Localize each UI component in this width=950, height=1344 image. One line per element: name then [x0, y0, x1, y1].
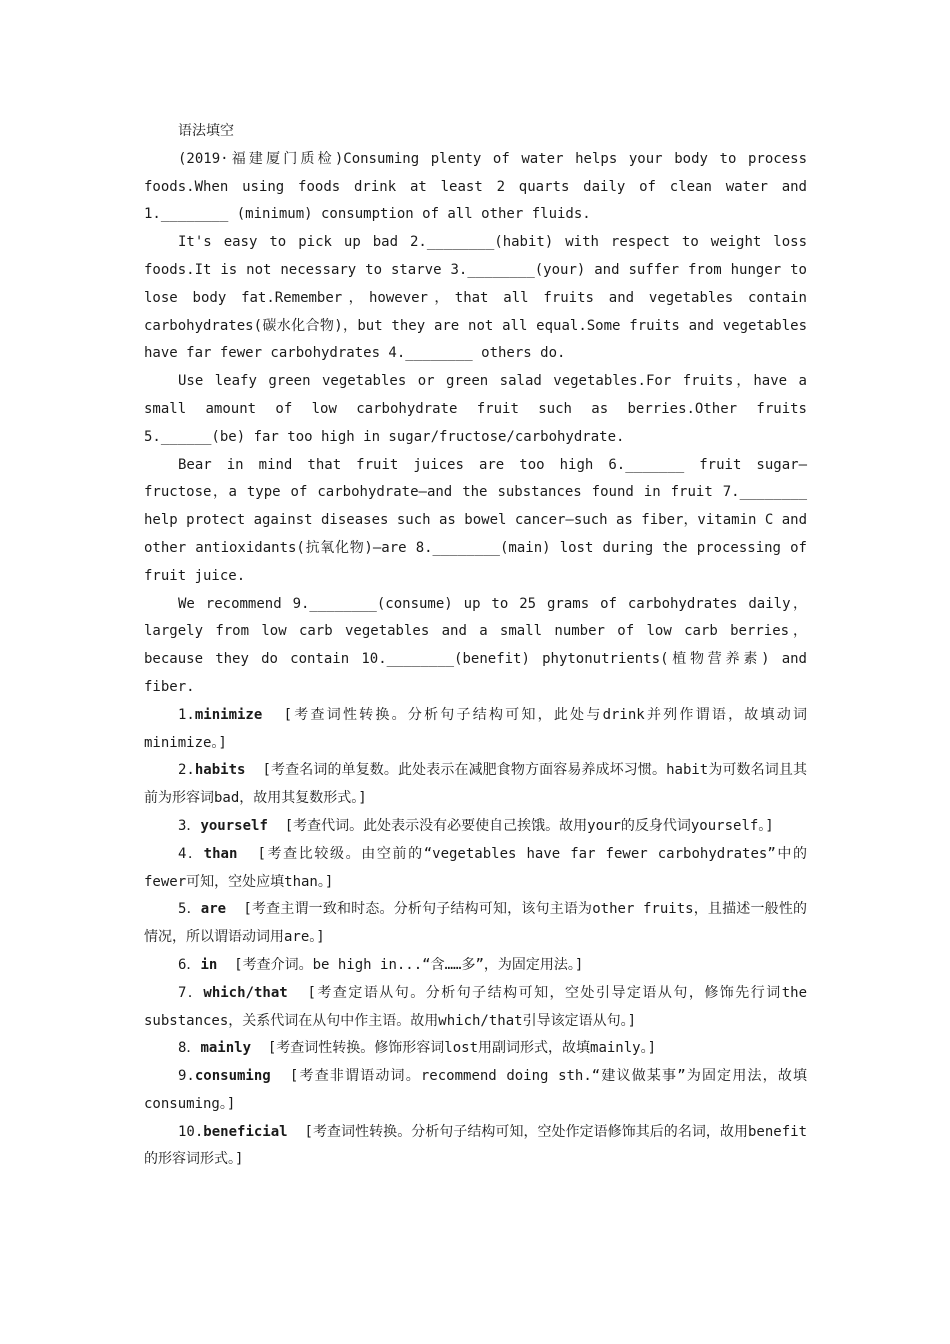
answer-word: minimize: [194, 706, 263, 723]
answer-item: [144, 757, 807, 813]
answer-number: 3．: [178, 817, 201, 834]
answer-number: 9.: [178, 1068, 195, 1085]
answer-item: [144, 896, 807, 952]
answer-number: 6．: [178, 956, 201, 973]
answer-explanation: [考查非谓语动词。recommend doing sth.“建议做某事”为固定用法，故填consuming。]: [144, 1068, 808, 1112]
answer-item: [144, 980, 807, 1036]
answer-word: habits: [194, 762, 246, 779]
answer-word: yourself: [200, 817, 268, 834]
answer-number: 2.: [178, 762, 195, 779]
answer-number: 10.: [178, 1123, 204, 1140]
answer-explanation: [考查名词的单复数。此处表示在减肥食物方面容易养成坏习惯。habit为可数名词且其前为形容词bad，故用其复数形式。]: [144, 762, 807, 807]
answer-word: than: [203, 845, 238, 862]
answer-number: 1.: [178, 706, 195, 723]
answer-word: in: [200, 956, 218, 973]
document-page: [144, 118, 807, 1174]
answer-word: mainly: [200, 1040, 252, 1057]
answer-explanation: [考查代词。此处表示没有必要使自己挨饿。故用your的反身代词yourself。]: [284, 817, 774, 834]
answer-number: 8．: [178, 1040, 201, 1057]
passage-paragraph-4: Bear in mind that fruit juices are too high 6._______ fruit sugar—fructose，a type of carbohydrate—and the substances found in fruit 7.________ help protect against diseases such as bowel cancer—such as fiber，vitamin C and other antioxidants(抗氧化物)—are 8.________(main) lost during the processing of fruit juice.: [144, 456, 808, 584]
answer-explanation: [考查词性转换。修饰形容词lost用副词形式，故填mainly。]: [267, 1040, 657, 1057]
answer-explanation: [考查词性转换。分析句子结构可知，空处作定语修饰其后的名词，故用benefit的形容词形式。]: [144, 1123, 808, 1168]
answer-word: beneficial: [203, 1123, 288, 1140]
answer-explanation: [考查主谓一致和时态。分析句子结构可知，该句主语为other fruits，且描述一般性的情况，所以谓语动词用are。]: [144, 901, 807, 946]
answer-explanation: [考查定语从句。分析句子结构可知，空处引导定语从句，修饰先行词the substances，关系代词在从句中作主语。故用which/that引导该定语从句。]: [144, 984, 807, 1029]
answer-word: are: [200, 901, 227, 918]
passage-paragraph-3: Use leafy green vegetables or green salad vegetables.For fruits，have a small amount of low carbohydrate fruit such as berries.Other fruits 5.______(be) far too high in sugar/fructose/carbohydrate.: [144, 373, 807, 445]
answer-number: 4．: [178, 845, 204, 862]
answer-item: [144, 813, 807, 841]
answer-explanation: [考查比较级。由空前的“vegetables have far fewer carbohydrates”中的fewer可知，空处应填than。]: [144, 845, 807, 890]
answer-item: [144, 1063, 807, 1119]
answer-number: 5．: [178, 901, 201, 918]
answer-item: [144, 952, 807, 980]
answer-item: [144, 702, 807, 758]
answer-word: which/that: [203, 984, 288, 1001]
answer-word: consuming: [194, 1068, 271, 1085]
answer-item: [144, 841, 807, 897]
passage-paragraph-2: It's easy to pick up bad 2.________(habit) with respect to weight loss foods.It is not necessary to starve 3.________(your) and suffer from hunger to lose body fat.Remember，however，that all fruits and vegetables contain carbohydrates(碳水化合物)，but they are not all equal.Some fruits and vegetables have far fewer carbohydrates 4.________ others do.: [144, 234, 807, 362]
answer-item: [144, 1119, 807, 1175]
passage-paragraph-5: We recommend 9.________(consume) up to 25 grams of carbohydrates daily，largely from low carb vegetables and a small number of low carb berries，because they do contain 10.________(benefit) phytonutrients(植物营养素) and fiber.: [144, 595, 807, 695]
answer-explanation: [考查词性转换。分析句子结构可知，此处与drink并列作谓语，故填动词minimize。]: [144, 706, 807, 751]
section-title: 语法填空: [178, 123, 234, 139]
answer-item: [144, 1035, 807, 1063]
answer-explanation: [考查介词。be high in...“含……多”，为固定用法。]: [234, 956, 584, 973]
passage-paragraph-1: (2019·福建厦门质检)Consuming plenty of water helps your body to process foods.When using foods drink at least 2 quarts daily of clean water and 1.________ (minimum) consumption of all other fluids.: [144, 150, 807, 223]
answer-number: 7．: [178, 984, 204, 1001]
